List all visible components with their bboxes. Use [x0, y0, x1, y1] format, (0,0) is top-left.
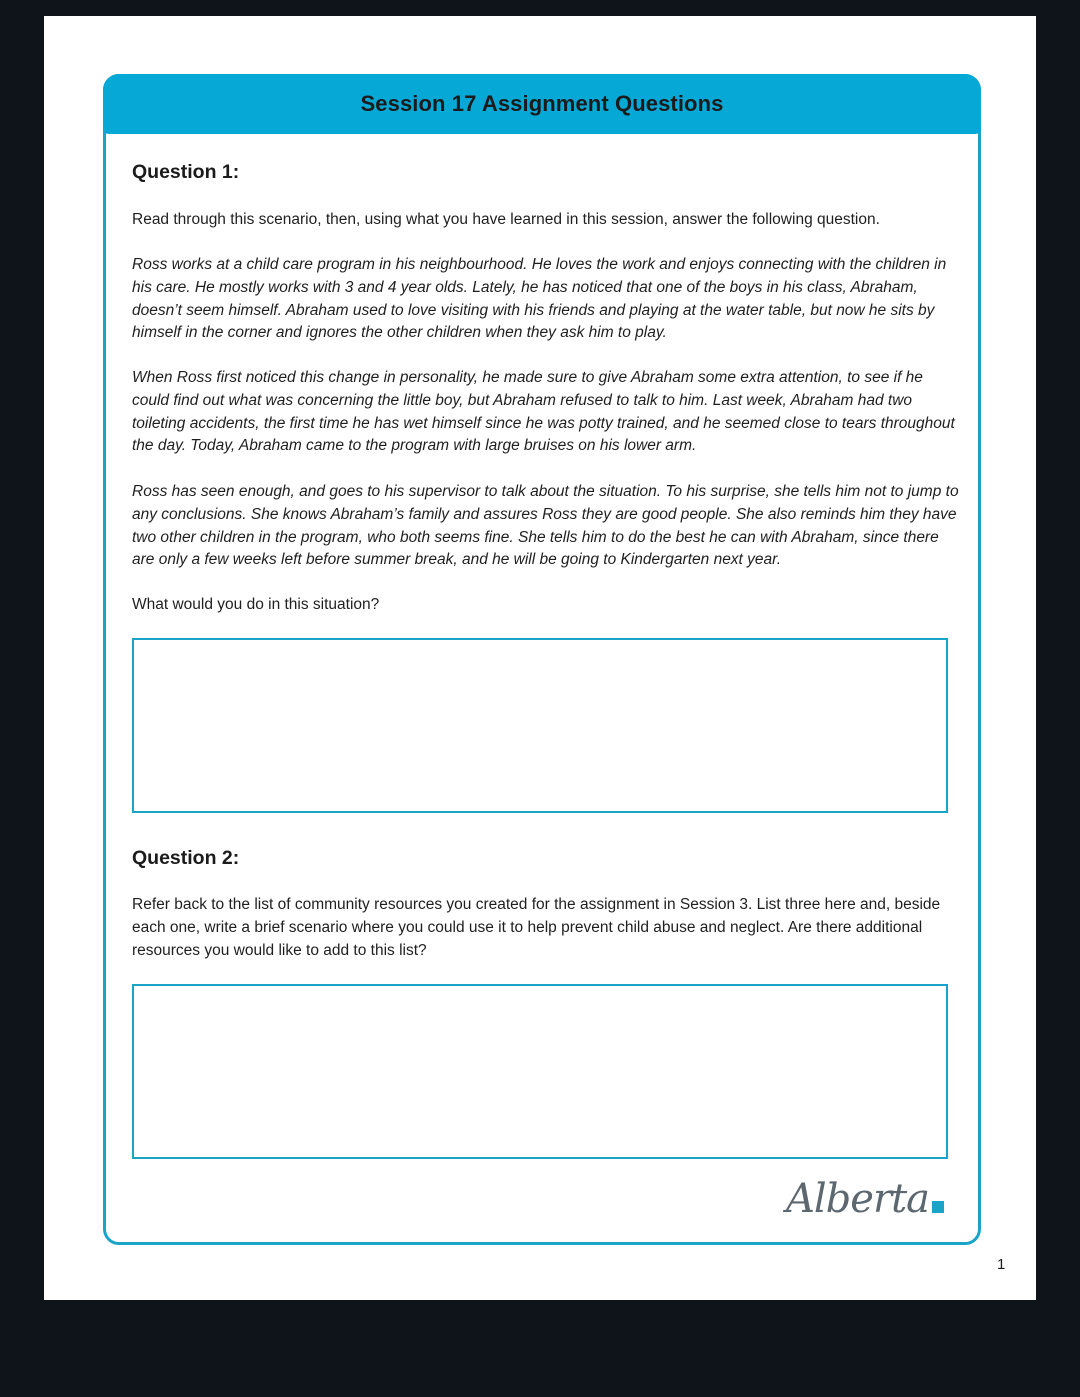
- question-2-heading: Question 2:: [132, 847, 240, 869]
- alberta-logo: [786, 1167, 944, 1221]
- question-1-intro: Read through this scenario, then, using what you have learned in this session, answer the following question.: [132, 211, 880, 228]
- scenario-paragraph-3: Ross has seen enough, and goes to his supervisor to talk about the situation. To his surprise, she tells him not to jump to any conclusions. She knows Abraham’s family and assures Ross they are good people. She also reminds him they have two other children in the program, who both seems fine. She tells him to do the best he can with Abraham, since there are only a few weeks left before summer break, and he will be going to Kindergarten next year.: [132, 483, 959, 569]
- assignment-frame: [103, 74, 981, 1245]
- alberta-logo-wordmark: Alberta: [786, 1176, 929, 1222]
- header-banner: [103, 74, 981, 134]
- logo-square-icon: [932, 1201, 944, 1213]
- question-1-answer-box[interactable]: [132, 638, 948, 813]
- question-2-prompt: Refer back to the list of community resources you created for the assignment in Session 3. List three here and, beside each one, write a brief scenario where you could use it to help prevent child abuse and neglect. Are there additional resources you would like to add to this list?: [132, 896, 941, 959]
- scenario-paragraph-2: When Ross first noticed this change in personality, he made sure to give Abraham some extra attention, to see if he could find out what was concerning the little boy, but Abraham refused to talk to him. Last week, Abraham had two toileting accidents, the first time he has wet himself since he was potty trained, and he seemed close to tears throughout the day. Today, Abraham came to the program with large bruises on his lower arm.: [132, 369, 955, 455]
- question-2-answer-box[interactable]: [132, 984, 948, 1159]
- document-page: [44, 16, 1036, 1300]
- page-title: Session 17 Assignment Questions: [360, 91, 724, 116]
- scenario-paragraph-1: Ross works at a child care program in his neighbourhood. He loves the work and enjoys connecting with the children in his care. He mostly works with 3 and 4 year olds. Lately, he has noticed that one of the boys in his class, Abraham, doesn’t seem himself. Abraham used to love visiting with his friends and playing at the water table, but now he sits by himself in the corner and ignores the other children when they ask him to play.: [132, 256, 947, 342]
- page-number: 1: [997, 1256, 1006, 1273]
- question-1-heading: Question 1:: [132, 161, 240, 183]
- question-1-prompt: What would you do in this situation?: [132, 596, 380, 613]
